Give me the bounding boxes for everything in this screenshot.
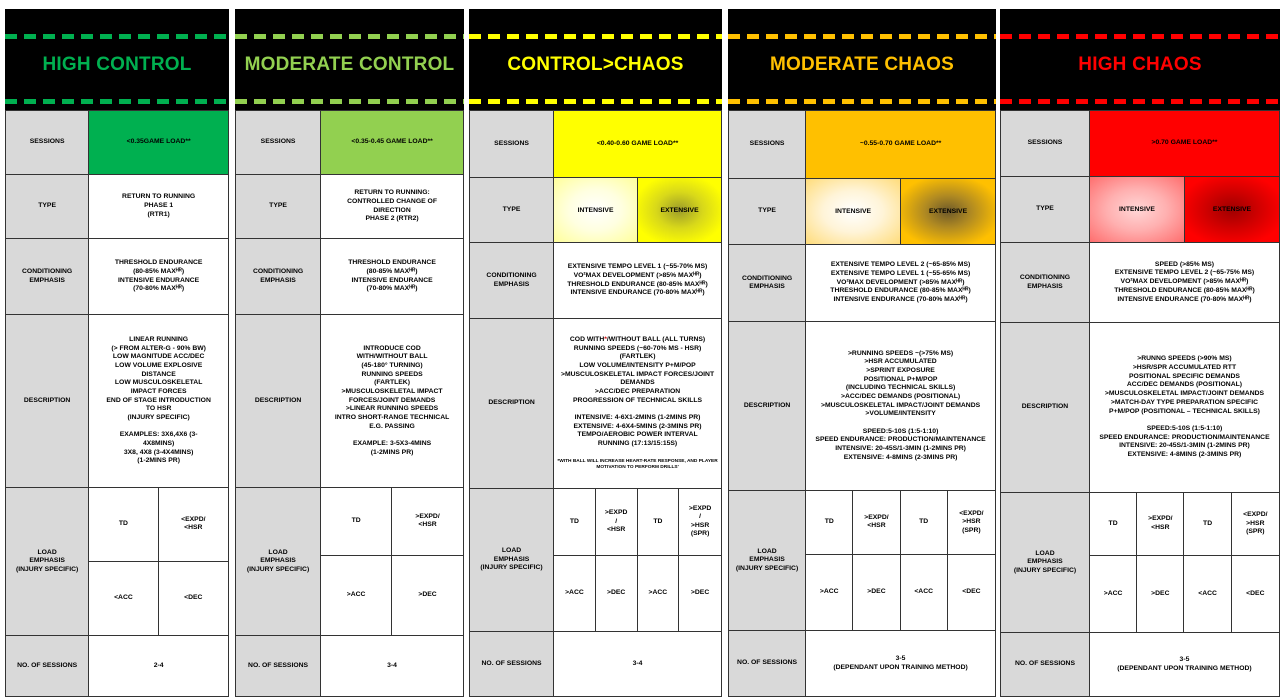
label-load-emphasis: LOAD EMPHASIS (INJURY SPECIFIC): [6, 488, 89, 635]
row-load-emphasis: [1000, 493, 1280, 633]
dashed-line: [235, 99, 464, 104]
row-conditioning: [235, 239, 464, 315]
row-sessions: [728, 110, 996, 179]
sessions-value: ~0.55-0.70 GAME LOAD**: [806, 111, 995, 178]
load-cell: >ACC: [1090, 556, 1137, 632]
load-cell: >DEC: [1137, 556, 1184, 632]
description-value: >RUNNG SPEEDS (>90% MS) >HSR/SPR ACCUMULATED RTT POSITIONAL SPECIFIC DEMANDS ACC/DEC DEMANDS (POSITIONAL) >MUSCULOSKELETAL IMPACT/JOINT DEMANDS >MATCH-DAY TYPE PREPARATION SPECIFIC P+M/POP (POSITIONAL – TECHNICAL SKILLS) SPEED:5-10S (1:5-1:10) SPEED ENDURANCE: PRODUCTION/MAINTENANCE INTENSIVE: 20-45S/1-3MIN (1-2MINS PR) EXTENSIVE: 4-8MINS (2-3MINS PR): [1099, 355, 1270, 458]
conditioning-value: EXTENSIVE TEMPO LEVEL 2 (~65-85% MS) EXTENSIVE TEMPO LEVEL 1 (~55-65% MS) VO²MAX DEVELOPMENT (>85% MAXᴴᴿ) THRESHOLD ENDURANCE (80-85% MAXᴴᴿ) INTENSIVE ENDURANCE (70-80% MAXᴴᴿ): [830, 261, 971, 304]
label-conditioning: CONDITIONING EMPHASIS: [1001, 243, 1090, 322]
load-cell: TD: [901, 491, 948, 555]
type-intensive: INTENSIVE: [806, 179, 901, 244]
load-cell: >ACC: [806, 555, 853, 630]
label-type: TYPE: [729, 179, 806, 244]
load-cell: >EXPD / >HSR (SPR): [679, 489, 721, 556]
sessions-value: >0.70 GAME LOAD**: [1090, 111, 1279, 176]
type-intensive: INTENSIVE: [1090, 177, 1185, 242]
panel-title: HIGH CHAOS: [1078, 54, 1202, 75]
label-sessions: SESSIONS: [236, 111, 321, 174]
conditioning-value: THRESHOLD ENDURANCE (80-85% MAXᴴᴿ) INTENSIVE ENDURANCE (70-80% MAXᴴᴿ): [348, 259, 436, 293]
row-conditioning: [1000, 243, 1280, 323]
sessions-value: <0.40-0.60 GAME LOAD**: [554, 111, 721, 177]
conditioning-value: EXTENSIVE TEMPO LEVEL 1 (~55-70% MS) VO²MAX DEVELOPMENT (>85% MAXᴴᴿ) THRESHOLD ENDURANCE (80-85% MAXᴴᴿ) INTENSIVE ENDURANCE (70-80% MAXᴴᴿ): [567, 263, 708, 297]
row-description: [1000, 323, 1280, 493]
load-cell: >EXPD/ <HSR: [1137, 493, 1184, 556]
label-sessions: SESSIONS: [1001, 111, 1090, 176]
load-cell: TD: [89, 488, 158, 562]
sessions-value: <0.35GAME LOAD**: [89, 111, 228, 174]
dashed-line: [1000, 99, 1280, 104]
row-description: [469, 319, 722, 489]
panel-high-control: [5, 9, 229, 697]
row-load-emphasis: [235, 488, 464, 636]
label-description: DESCRIPTION: [236, 315, 321, 487]
num-sessions-value: 3-4: [632, 659, 643, 667]
label-sessions: SESSIONS: [729, 111, 806, 178]
load-cell: >DEC: [853, 555, 900, 630]
dashed-line: [235, 34, 464, 39]
type-extensive: EXTENSIVE: [901, 179, 995, 244]
row-description: [235, 315, 464, 488]
load-cell: <EXPD/ >HSR (SPR): [948, 491, 995, 555]
row-num-sessions: [1000, 633, 1280, 697]
load-cell: <EXPD/ <HSR: [159, 488, 228, 562]
load-cell: >EXPD/ <HSR: [853, 491, 900, 555]
row-sessions: [469, 110, 722, 178]
load-cell: <ACC: [89, 562, 158, 636]
row-type: [5, 175, 229, 239]
row-num-sessions: [469, 632, 722, 697]
panel-header: [469, 9, 722, 110]
row-load-emphasis: [469, 489, 722, 632]
load-cell: <DEC: [184, 594, 203, 601]
panel-header: [1000, 9, 1280, 110]
panel-header: [728, 9, 996, 110]
panel-high-chaos: [1000, 9, 1280, 697]
label-num-sessions: NO. OF SESSIONS: [236, 636, 321, 696]
conditioning-value: THRESHOLD ENDURANCE (80-85% MAXᴴᴿ) INTENSIVE ENDURANCE (70-80% MAXᴴᴿ): [114, 259, 203, 293]
load-cell: TD: [1184, 493, 1231, 556]
load-cell: >DEC: [418, 591, 437, 599]
label-load-emphasis: LOAD EMPHASIS (INJURY SPECIFIC): [236, 488, 321, 635]
label-description: DESCRIPTION: [729, 322, 806, 490]
load-cell: <ACC: [901, 555, 948, 630]
label-description: DESCRIPTION: [1001, 323, 1090, 492]
panel-moderate-chaos: [728, 9, 996, 697]
label-load-emphasis: LOAD EMPHASIS (INJURY SPECIFIC): [470, 489, 554, 631]
num-sessions-value: 3-5 (DEPENDANT UPON TRAINING METHOD): [1117, 655, 1252, 672]
row-conditioning: [728, 245, 996, 322]
dashed-line: [469, 99, 722, 104]
description-value: LINEAR RUNNING (> FROM ALTER-G - 90% BW) LOW MAGNITUDE ACC/DEC LOW VOLUME EXPLOSIVE DISTANCE LOW MUSCULOSKELETAL IMPACT FORCES END OF STAGE INTRODUCTION TO HSR (INJURY SPECIFIC) EXAMPLES: 3X6,4X6 (3- 4X8MINS) 3X8, 4X8 (3-4X4MINS) (1-2MINS PR): [106, 335, 211, 465]
panel-title: HIGH CONTROL: [42, 54, 192, 75]
description-value: >RUNNING SPEEDS ~(>75% MS) >HSR ACCUMULATED >SPRINT EXPOSURE POSITIONAL P+M/POP (INCLUDING TECHNICAL SKILLS) >ACC/DEC DEMANDS (POSITIONAL) >MUSCULOSKELETAL IMPACT/JOINT DEMANDS >VOLUME/INTENSITY SPEED:5-10S (1:5-1:10) SPEED ENDURANCE: PRODUCTION/MAINTENANCE INTENSIVE: 20-45S/1-3MIN (1-2MINS PR) EXTENSIVE: 4-8MINS (2-3MINS PR): [815, 349, 986, 461]
dashed-line: [1000, 34, 1280, 39]
panel-title: MODERATE CONTROL: [244, 54, 455, 75]
row-num-sessions: [235, 636, 464, 697]
panel-header: [5, 9, 229, 110]
row-description: [728, 322, 996, 491]
panel-title: CONTROL>CHAOS: [507, 54, 684, 75]
load-cell: >DEC: [596, 556, 638, 631]
load-cell: >EXPD/ <HSR: [392, 488, 463, 556]
label-description: DESCRIPTION: [6, 315, 89, 487]
dashed-line: [469, 34, 722, 39]
row-type: [1000, 177, 1280, 243]
sessions-value: <0.35-0.45 GAME LOAD**: [321, 111, 463, 174]
label-num-sessions: NO. OF SESSIONS: [470, 632, 554, 696]
row-sessions: [5, 110, 229, 175]
dashed-line: [5, 99, 229, 104]
load-cell: TD: [638, 489, 680, 556]
panel-title: MODERATE CHAOS: [769, 54, 954, 75]
row-num-sessions: [728, 631, 996, 697]
type-value: RETURN TO RUNNING: CONTROLLED CHANGE OF DIRECTION PHASE 2 (RTR2): [347, 189, 437, 223]
label-sessions: SESSIONS: [6, 111, 89, 174]
load-cell: >DEC: [690, 589, 710, 597]
label-num-sessions: NO. OF SESSIONS: [1001, 633, 1090, 696]
row-load-emphasis: [728, 491, 996, 631]
row-conditioning: [469, 243, 722, 319]
num-sessions-value: 2-4: [153, 661, 164, 669]
label-sessions: SESSIONS: [470, 111, 554, 177]
label-conditioning: CONDITIONING EMPHASIS: [470, 243, 554, 318]
row-type: [728, 179, 996, 245]
row-type: [469, 178, 722, 243]
load-cell: <EXPD/ >HSR (SPR): [1232, 493, 1279, 556]
load-cell: <ACC: [1184, 556, 1231, 632]
conditioning-value: SPEED (>85% MS) EXTENSIVE TEMPO LEVEL 2 (~65-75% MS) VO²MAX DEVELOPMENT (>85% MAXᴴᴿ) THRESHOLD ENDURANCE (80-85% MAXᴴᴿ) INTENSIVE ENDURANCE (70-80% MAXᴴᴿ): [1114, 260, 1255, 303]
label-type: TYPE: [236, 175, 321, 238]
row-sessions: [1000, 110, 1280, 177]
label-type: TYPE: [470, 178, 554, 242]
load-cell: >ACC: [321, 556, 392, 635]
label-type: TYPE: [6, 175, 89, 238]
type-intensive: INTENSIVE: [554, 178, 638, 242]
row-sessions: [235, 110, 464, 175]
label-load-emphasis: LOAD EMPHASIS (INJURY SPECIFIC): [729, 491, 806, 630]
label-conditioning: CONDITIONING EMPHASIS: [236, 239, 321, 314]
label-conditioning: CONDITIONING EMPHASIS: [729, 245, 806, 321]
panel-header: [235, 9, 464, 110]
description-value: INTRODUCE COD WITH/WITHOUT BALL (45-180° TURNING) RUNNING SPEEDS (FARTLEK) >MUSCULOSKELETAL IMPACT FORCES/JOINT DEMANDS >LINEAR RUNNING SPEEDS INTRO SHORT-RANGE TECHNICAL E.G. PASSING EXAMPLE: 3-5X3-4MINS (1-2MINS PR): [334, 344, 450, 456]
label-num-sessions: NO. OF SESSIONS: [6, 636, 89, 696]
load-cell: >EXPD / <HSR: [596, 489, 638, 556]
load-cell: <DEC: [1246, 589, 1265, 597]
footnote: *WITH BALL WILL INCREASE HEART-RATE RESPONSE, AND PLAYER MOTIVATION TO PERFORM DRILLS': [557, 458, 718, 470]
load-cell: >ACC: [554, 556, 596, 631]
description-value: COD WITH*/WITHOUT BALL (ALL TURNS) RUNNING SPEEDS (~60-70% MS - HSR) (FARTLEK) LOW VOLUME/INTENSITY P+M/POP >MUSCULOSKELETAL IMPACT FORCES/JOINT DEMANDS >ACC/DEC PREPARATION PROGRESSION OF TECHNICAL SKILLS INTENSIVE: 4-6X1-2MINS (1-2MINS PR) EXTENSIVE: 4-6X4-5MINS (2-3MINS PR) TEMPO/AEROBIC POWER INTERVAL RUNNING (17:13/15:15S) *WITH BALL WILL INCREASE HEART-RATE RESPONSE, AND PLAYER MOTIVATION TO PERFORM DRILLS': [557, 335, 718, 470]
row-load-emphasis: [5, 488, 229, 636]
type-value: RETURN TO RUNNING PHASE 1 (RTR1): [122, 193, 196, 218]
load-cell: TD: [1090, 493, 1137, 556]
panel-control-chaos: [469, 9, 722, 697]
load-cell: TD: [554, 489, 596, 556]
type-extensive: EXTENSIVE: [1185, 177, 1279, 242]
label-description: DESCRIPTION: [470, 319, 554, 488]
dashed-line: [728, 99, 996, 104]
load-cell: >ACC: [638, 556, 680, 631]
row-type: [235, 175, 464, 239]
load-cell: TD: [321, 488, 392, 556]
dashed-line: [5, 34, 229, 39]
label-type: TYPE: [1001, 177, 1090, 242]
label-num-sessions: NO. OF SESSIONS: [729, 631, 806, 696]
row-description: [5, 315, 229, 488]
load-cell: TD: [806, 491, 853, 555]
row-conditioning: [5, 239, 229, 315]
label-conditioning: CONDITIONING EMPHASIS: [6, 239, 89, 314]
num-sessions-value: 3-4: [387, 661, 397, 669]
num-sessions-value: 3-5 (DEPENDANT UPON TRAINING METHOD): [833, 654, 968, 671]
type-extensive: EXTENSIVE: [638, 178, 721, 242]
dashed-line: [728, 34, 996, 39]
row-num-sessions: [5, 636, 229, 697]
load-cell: <DEC: [962, 588, 981, 596]
label-load-emphasis: LOAD EMPHASIS (INJURY SPECIFIC): [1001, 493, 1090, 632]
panel-moderate-control: [235, 9, 464, 697]
